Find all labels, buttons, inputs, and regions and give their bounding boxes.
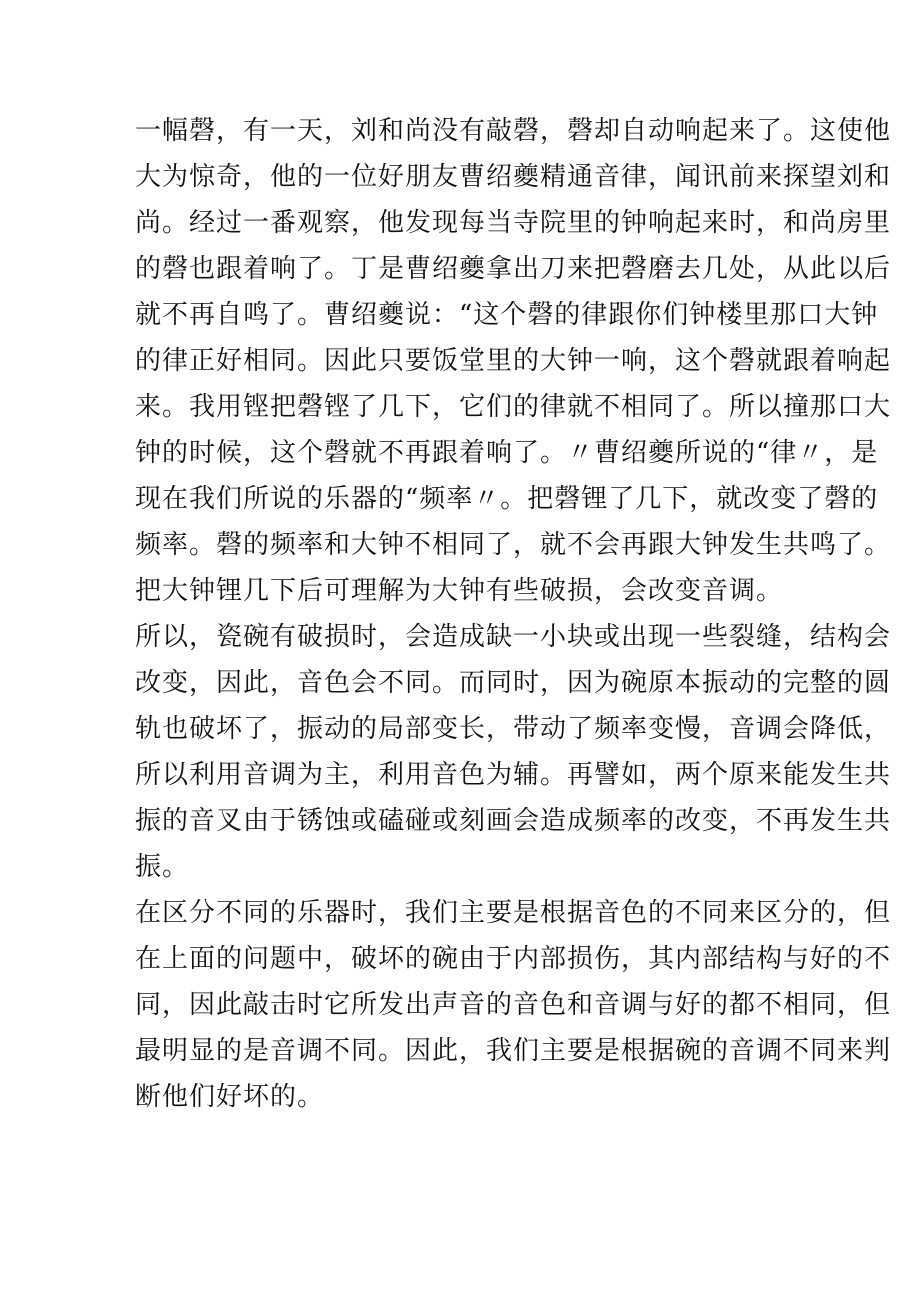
text-line: 改变，因此，音色会不同。而同时，因为碗原本振动的完整的圆 [135, 668, 892, 698]
text-line: 在上面的问题中，破坏的碗由于内部损伤，其内部结构与好的不 [135, 944, 892, 974]
text-line: 在区分不同的乐器时，我们主要是根据音色的不同来区分的，但 [135, 898, 892, 928]
text-line: 所以，瓷碗有破损时，会造成缺一小块或出现一些裂缝，结构会 [135, 622, 892, 652]
text-line: 把大钟锂几下后可理解为大钟有些破损，会改变音调。 [135, 576, 784, 606]
text-line: 一幅磬，有一天，刘和尚没有敲磬，磬却自动响起来了。这使他 [135, 116, 892, 146]
text-line: 振的音叉由于锈蚀或磕碰或刻画会造成频率的改变，不再发生共 [135, 806, 892, 836]
text-line: 的律正好相同。因此只要饭堂里的大钟一响，这个磬就跟着响起 [135, 346, 892, 376]
text-line: 频率。磬的频率和大钟不相同了，就不会再跟大钟发生共鸣了。 [135, 530, 892, 560]
text-line: 来。我用铿把磬铿了几下，它们的律就不相同了。所以撞那口大 [135, 392, 892, 422]
paragraph-1 [135, 108, 892, 614]
text-line: 振。 [135, 852, 190, 882]
text-line: 所以利用音调为主，利用音色为辅。再譬如，两个原来能发生共 [135, 760, 892, 790]
paragraph-2 [135, 614, 892, 890]
text-line: 同，因此敲击时它所发出声音的音色和音调与好的都不相同，但 [135, 990, 892, 1020]
text-line: 就不再自鸣了。曹绍夔说：“这个磬的律跟你们钟楼里那口大钟 [135, 300, 879, 330]
text-line: 大为惊奇，他的一位好朋友曹绍夔精通音律，闻讯前来探望刘和 [135, 162, 892, 192]
text-line: 的磬也跟着响了。丁是曹绍夔拿出刀来把磬磨去几处，从此以后 [135, 254, 892, 284]
paragraph-3 [135, 890, 892, 1120]
text-line: 钟的时候，这个磬就不再跟着响了。〃曹绍夔所说的“律〃，是 [135, 438, 879, 468]
text-line: 断他们好坏的。 [135, 1082, 325, 1112]
text-line: 尚。经过一番观察，他发现每当寺院里的钟响起来时，和尚房里 [135, 208, 892, 238]
text-line: 轨也破坏了，振动的局部变长，带动了频率变慢，音调会降低， [135, 714, 892, 744]
text-line: 现在我们所说的乐器的“频率〃。把磬锂了几下，就改变了磬的 [135, 484, 879, 514]
text-line: 最明显的是音调不同。因此，我们主要是根据碗的音调不同来判 [135, 1036, 892, 1066]
document-body [135, 108, 892, 1120]
